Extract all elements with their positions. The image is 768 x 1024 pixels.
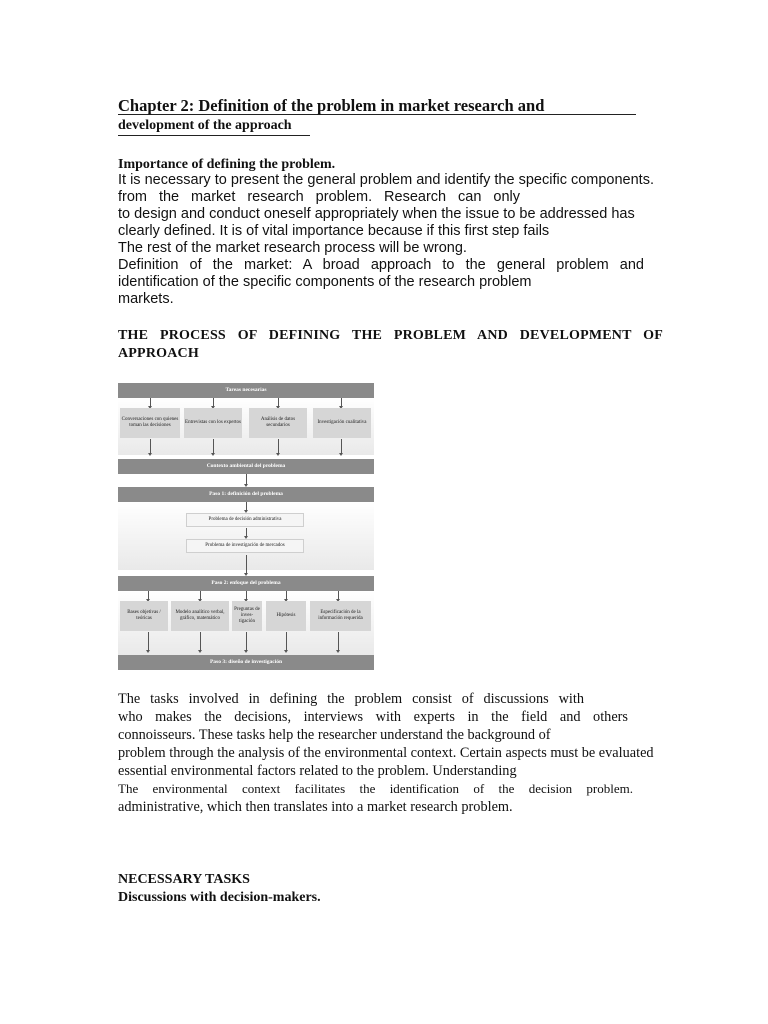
arrow-icon: [246, 555, 247, 574]
arrow-icon: [213, 439, 214, 454]
context-bar: Contexto ambiental del problema: [118, 459, 374, 474]
tasks-paragraph-line: essential environmental factors related to the problem. Understanding: [118, 763, 517, 779]
approach-box: Bases objetivas / teóricas: [120, 601, 168, 631]
step3-bar: Paso 3: diseño de investigación: [118, 655, 374, 670]
arrow-icon: [200, 632, 201, 651]
importance-line: identification of the specific components of the research problem: [118, 274, 532, 290]
tasks-paragraph-line: problem through the analysis of the environmental context. Certain aspects must be evaluated: [118, 745, 654, 761]
arrow-icon: [341, 398, 342, 407]
decision-problem-box: Problema de decisión administrativa: [186, 513, 304, 527]
arrow-icon: [148, 591, 149, 600]
importance-line: markets.: [118, 291, 174, 307]
arrow-icon: [286, 632, 287, 651]
arrow-icon: [246, 528, 247, 537]
arrow-icon: [246, 474, 247, 485]
arrow-icon: [150, 398, 151, 407]
importance-line: Definition of the market: A broad approach to the general problem and: [118, 257, 644, 273]
importance-line: to design and conduct oneself appropriately when the issue to be addressed has: [118, 206, 635, 222]
importance-heading: Importance of defining the problem.: [118, 157, 336, 172]
arrow-icon: [278, 439, 279, 454]
tasks-paragraph-line: who makes the decisions, interviews with experts in the field and others: [118, 709, 628, 725]
arrow-icon: [246, 591, 247, 600]
arrow-icon: [286, 591, 287, 600]
chapter-title-line-1: Chapter 2: Definition of the problem in market research and: [118, 97, 636, 115]
importance-line: from the market research problem. Research can only: [118, 189, 520, 205]
chapter-title: [118, 97, 638, 136]
arrow-icon: [148, 632, 149, 651]
research-problem-box: Problema de investigación de mercados: [186, 539, 304, 553]
task-box: Entrevistas con los expertos: [184, 408, 242, 438]
tasks-paragraph-line: connoisseurs. These tasks help the researcher understand the background of: [118, 727, 551, 743]
step1-bar: Paso 1: definición del problema: [118, 487, 374, 502]
tasks-bar: Tareas necesarias: [118, 383, 374, 398]
chapter-title-line-2: development of the approach: [118, 117, 310, 136]
arrow-icon: [338, 591, 339, 600]
task-box: Conversaciones con quienes toman las decisiones: [120, 408, 180, 438]
arrow-icon: [246, 502, 247, 511]
arrow-icon: [341, 439, 342, 454]
approach-box: Preguntas de inves- tigación: [232, 601, 262, 631]
arrow-icon: [200, 591, 201, 600]
tasks-paragraph-line: administrative, which then translates into a market research problem.: [118, 799, 513, 815]
necessary-tasks-subtitle: Discussions with decision-makers.: [118, 890, 321, 905]
task-box: Análisis de datos secundarios: [249, 408, 307, 438]
arrow-icon: [246, 632, 247, 651]
process-heading: THE PROCESS OF DEFINING THE PROBLEM AND DEVELOPMENT OF APPROACH: [118, 328, 663, 361]
task-box: Investigación cualitativa: [313, 408, 371, 438]
arrow-icon: [278, 398, 279, 407]
approach-box: Hipótesis: [266, 601, 306, 631]
necessary-tasks-heading: [118, 871, 321, 907]
importance-line: It is necessary to present the general problem and identify the specific components.: [118, 172, 654, 188]
tasks-paragraph-line: The tasks involved in defining the problem consist of discussions with: [118, 691, 584, 707]
arrow-icon: [150, 439, 151, 454]
approach-box: Modelo analítico verbal, gráfico, matemático: [171, 601, 229, 631]
arrow-icon: [338, 632, 339, 651]
approach-box: Especificación de la información requerida: [310, 601, 371, 631]
process-diagram: [118, 383, 374, 671]
importance-line: The rest of the market research process will be wrong.: [118, 240, 467, 256]
step2-bar: Paso 2: enfoque del problema: [118, 576, 374, 591]
necessary-tasks-title: NECESSARY TASKS: [118, 872, 250, 887]
importance-line: clearly defined. It is of vital importance because if this first step fails: [118, 223, 550, 239]
arrow-icon: [213, 398, 214, 407]
tasks-paragraph-line: The environmental context facilitates the identification of the decision problem.: [118, 781, 633, 796]
